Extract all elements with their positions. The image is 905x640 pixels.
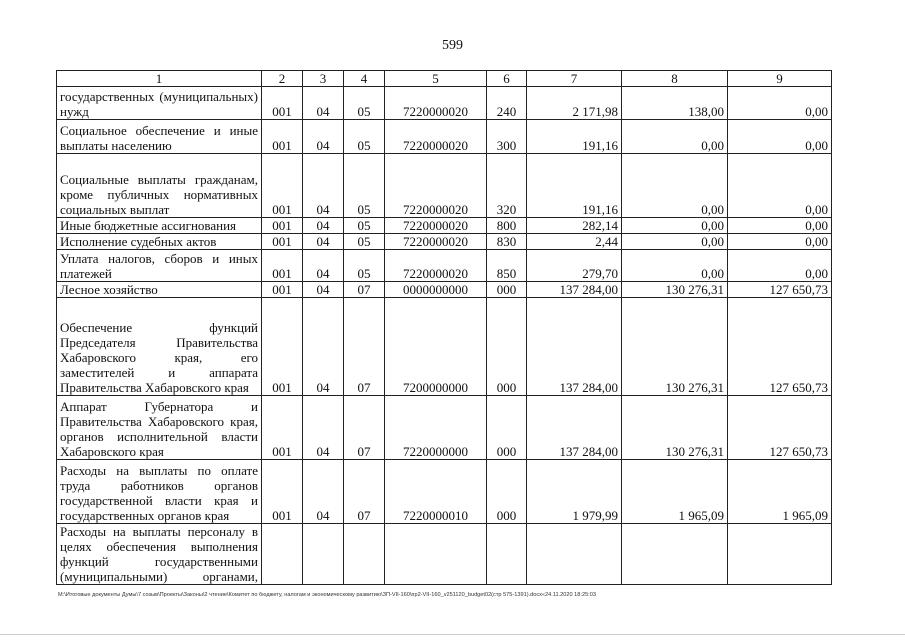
amount-2023: 0,00 [728,250,832,282]
target-article-code: 7220000020 [385,120,487,154]
amount-2023 [728,524,832,585]
subsection-code: 07 [344,396,385,460]
chapter-code: 001 [262,87,303,120]
section-code: 04 [303,154,344,218]
chapter-code: 001 [262,396,303,460]
table-row [57,218,832,234]
chapter-code: 001 [262,154,303,218]
row-name: Иные бюджетные ассигнования [57,218,262,234]
subsection-code: 07 [344,460,385,524]
column-header: 1 [57,71,262,87]
amount-2022: 0,00 [622,154,728,218]
table-row [57,154,832,218]
target-article-code: 7200000000 [385,298,487,396]
section-code: 04 [303,282,344,298]
amount-2022: 130 276,31 [622,298,728,396]
table-row [57,282,832,298]
section-code: 04 [303,234,344,250]
table-row [57,87,832,120]
row-name: Лесное хозяйство [57,282,262,298]
table-row [57,250,832,282]
amount-2022: 0,00 [622,234,728,250]
row-name: Аппарат Губернатора и Правительства Хабаровского края, органов исполнительной власти Хабаровского края [57,396,262,460]
subsection-code: 07 [344,282,385,298]
chapter-code: 001 [262,250,303,282]
row-name: Социальное обеспечение и иные выплаты населению [57,120,262,154]
amount-2022: 0,00 [622,250,728,282]
chapter-code: 001 [262,460,303,524]
target-article-code: 7220000020 [385,218,487,234]
target-article-code: 7220000020 [385,234,487,250]
amount-2021: 1 979,99 [527,460,622,524]
section-code: 04 [303,250,344,282]
chapter-code: 001 [262,234,303,250]
subsection-code: 07 [344,298,385,396]
subsection-code: 05 [344,234,385,250]
section-code: 04 [303,87,344,120]
expense-type-code: 800 [487,218,527,234]
table-row [57,298,832,396]
expense-type-code: 830 [487,234,527,250]
amount-2022: 0,00 [622,218,728,234]
row-name: Исполнение судебных актов [57,234,262,250]
amount-2021: 137 284,00 [527,396,622,460]
section-code: 04 [303,218,344,234]
subsection-code: 05 [344,87,385,120]
section-code: 04 [303,298,344,396]
expense-type-code: 000 [487,460,527,524]
amount-2021: 2,44 [527,234,622,250]
column-header: 8 [622,71,728,87]
subsection-code: 05 [344,250,385,282]
chapter-code: 001 [262,298,303,396]
table-row [57,120,832,154]
amount-2021: 282,14 [527,218,622,234]
amount-2023: 0,00 [728,234,832,250]
amount-2022: 130 276,31 [622,282,728,298]
amount-2021: 137 284,00 [527,298,622,396]
target-article-code: 7220000020 [385,154,487,218]
section-code: 04 [303,460,344,524]
section-code [303,524,344,585]
section-code: 04 [303,120,344,154]
target-article-code: 7220000020 [385,250,487,282]
chapter-code: 001 [262,218,303,234]
column-header: 9 [728,71,832,87]
expense-type-code: 320 [487,154,527,218]
amount-2021: 137 284,00 [527,282,622,298]
expense-type-code [487,524,527,585]
file-path-footer: M:\Итоговые документы Думы\7 созыв\Проекты\Законы\2 чтение\Комитет по бюджету, налогам и экономическому развитию\ЗП-VII-160\пр2-VII-160_v251120_budget02(стр 575-1391).docx«24.11.2020 18:25:03 [58,592,596,598]
row-name: Расходы на выплаты персоналу в целях обеспечения выполнения функций государственными (муниципальными) органами, [57,524,262,585]
target-article-code: 7220000000 [385,396,487,460]
amount-2021: 279,70 [527,250,622,282]
table-row [57,460,832,524]
column-header-row [57,71,832,87]
row-name: государственных (муниципальных) нужд [57,87,262,120]
target-article-code [385,524,487,585]
amount-2021: 191,16 [527,154,622,218]
table-row [57,234,832,250]
row-name: Уплата налогов, сборов и иных платежей [57,250,262,282]
table-row [57,524,832,585]
expense-type-code: 000 [487,396,527,460]
chapter-code: 001 [262,120,303,154]
amount-2022: 1 965,09 [622,460,728,524]
column-header: 5 [385,71,487,87]
budget-table [56,70,832,585]
subsection-code [344,524,385,585]
amount-2023: 127 650,73 [728,396,832,460]
target-article-code: 7220000020 [385,87,487,120]
column-header: 4 [344,71,385,87]
chapter-code: 001 [262,282,303,298]
expense-type-code: 240 [487,87,527,120]
expense-type-code: 850 [487,250,527,282]
subsection-code: 05 [344,120,385,154]
target-article-code: 7220000010 [385,460,487,524]
chapter-code [262,524,303,585]
amount-2023: 0,00 [728,154,832,218]
amount-2021 [527,524,622,585]
subsection-code: 05 [344,218,385,234]
section-code: 04 [303,396,344,460]
row-name: Обеспечение функций Председателя Правительства Хабаровского края, его заместителей и аппарата Правительства Хабаровского края [57,298,262,396]
amount-2021: 2 171,98 [527,87,622,120]
amount-2022: 130 276,31 [622,396,728,460]
amount-2023: 127 650,73 [728,298,832,396]
amount-2022 [622,524,728,585]
column-header: 3 [303,71,344,87]
amount-2023: 1 965,09 [728,460,832,524]
column-header: 7 [527,71,622,87]
amount-2023: 0,00 [728,87,832,120]
subsection-code: 05 [344,154,385,218]
amount-2023: 0,00 [728,218,832,234]
row-name: Расходы на выплаты по оплате труда работников органов государственной власти края и государственных органов края [57,460,262,524]
amount-2023: 0,00 [728,120,832,154]
column-header: 6 [487,71,527,87]
page-number: 599 [442,38,463,53]
row-name: Социальные выплаты гражданам, кроме публичных нормативных социальных выплат [57,154,262,218]
target-article-code: 0000000000 [385,282,487,298]
amount-2022: 0,00 [622,120,728,154]
expense-type-code: 000 [487,282,527,298]
table-row [57,396,832,460]
amount-2023: 127 650,73 [728,282,832,298]
expense-type-code: 000 [487,298,527,396]
amount-2022: 138,00 [622,87,728,120]
bottom-rule [0,634,905,635]
expense-type-code: 300 [487,120,527,154]
amount-2021: 191,16 [527,120,622,154]
column-header: 2 [262,71,303,87]
